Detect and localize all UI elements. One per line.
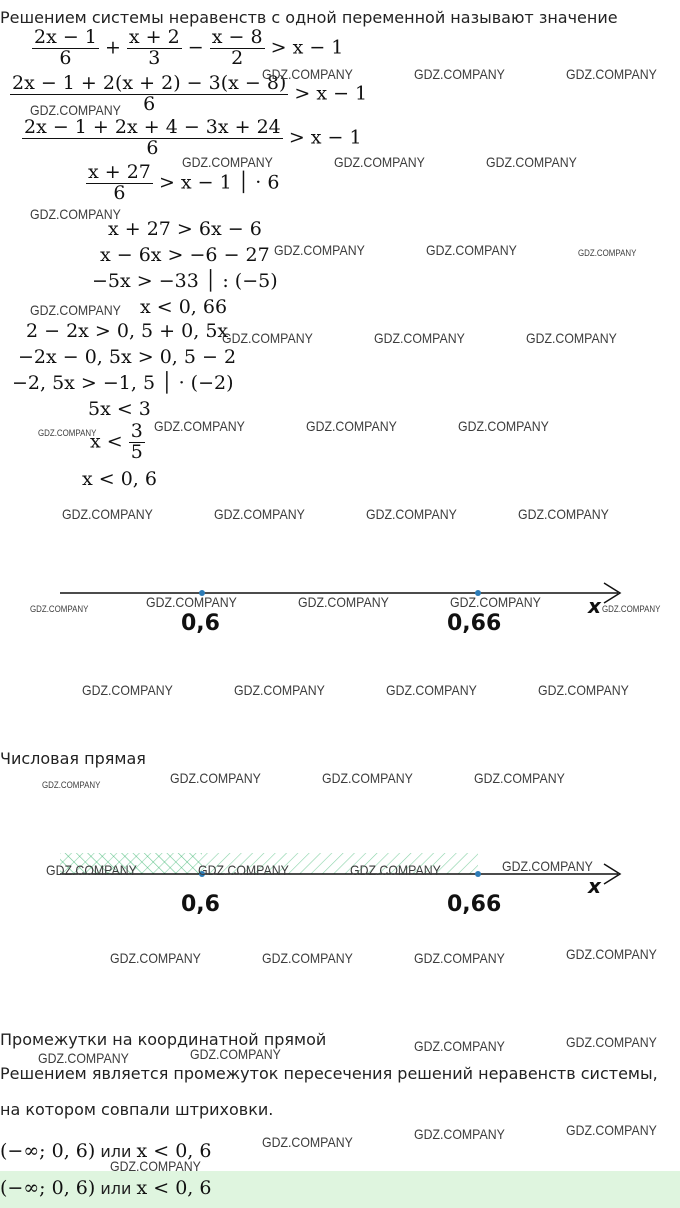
watermark: GDZ.COMPANY: [82, 682, 173, 698]
step-9: 2 − 2x > 0, 5 + 0, 5x: [26, 320, 229, 342]
watermark: GDZ.COMPANY: [566, 1122, 657, 1138]
watermark: GDZ.COMPANY: [602, 604, 661, 614]
watermark: GDZ.COMPANY: [30, 604, 89, 614]
step-12: 5x < 3: [88, 398, 151, 420]
conclusion-line-2: на котором совпали штриховки.: [0, 1100, 274, 1119]
step-1-rhs: > x − 1: [270, 36, 344, 59]
step-4-rhs: > x − 1 │ · 6: [158, 171, 280, 194]
step-4-den: 6: [113, 181, 126, 204]
watermark: GDZ.COMPANY: [110, 1158, 201, 1174]
step-13-den: 5: [130, 440, 143, 463]
number-line-1-label-a: 0,6: [181, 611, 220, 636]
step-3: [22, 118, 362, 159]
watermark: GDZ.COMPANY: [146, 594, 237, 610]
step-7: −5x > −33 │ : (−5): [92, 270, 278, 292]
watermark: GDZ.COMPANY: [198, 862, 289, 878]
step-6: x − 6x > −6 − 27: [100, 244, 270, 266]
watermark: GDZ.COMPANY: [518, 506, 609, 522]
minus-sign: −: [187, 36, 204, 59]
step-2-num: 2x − 1 + 2(x + 2) − 3(x − 8): [12, 72, 287, 94]
step-2-den: 6: [143, 92, 156, 115]
fraction-3-num: x − 8: [211, 26, 263, 48]
watermark: GDZ.COMPANY: [566, 66, 657, 82]
conclusion-line-1: Решением является промежуток пересечения решений неравенств системы,: [0, 1064, 658, 1083]
step-10: −2x − 0, 5x > 0, 5 − 2: [18, 346, 237, 368]
step-8: x < 0, 66: [140, 296, 228, 318]
watermark: GDZ.COMPANY: [350, 862, 441, 878]
answer-line-2: [0, 1177, 211, 1199]
watermark: GDZ.COMPANY: [190, 1046, 281, 1062]
number-line-1-axis-label: x: [588, 594, 601, 618]
fraction-3-den: 2: [231, 46, 244, 69]
watermark: GDZ.COMPANY: [538, 682, 629, 698]
number-line-2-label-a: 0,6: [181, 892, 220, 917]
watermark: GDZ.COMPANY: [234, 682, 325, 698]
watermark: GDZ.COMPANY: [366, 506, 457, 522]
watermark: GDZ.COMPANY: [566, 946, 657, 962]
watermark: GDZ.COMPANY: [30, 302, 121, 318]
intro-text: Решением системы неравенств с одной переменной называют значение: [0, 8, 618, 27]
fraction-1-den: 6: [59, 46, 72, 69]
plus-sign: +: [104, 36, 121, 59]
watermark: GDZ.COMPANY: [426, 242, 517, 258]
fraction-3: [210, 28, 265, 69]
watermark: GDZ.COMPANY: [414, 66, 505, 82]
watermark: GDZ.COMPANY: [42, 780, 101, 790]
step-2-rhs: > x − 1: [294, 82, 368, 105]
watermark: GDZ.COMPANY: [474, 770, 565, 786]
step-3-rhs: > x − 1: [288, 126, 362, 149]
watermark: GDZ.COMPANY: [30, 206, 121, 222]
number-line-2-point-b: [475, 871, 481, 877]
watermark: GDZ.COMPANY: [458, 418, 549, 434]
watermark: GDZ.COMPANY: [182, 154, 273, 170]
watermark: GDZ.COMPANY: [450, 594, 541, 610]
step-13-num: 3: [130, 420, 143, 442]
number-line-2-axis-label: x: [588, 874, 601, 898]
watermark: GDZ.COMPANY: [334, 154, 425, 170]
step-4-num: x + 27: [88, 161, 151, 183]
watermark: GDZ.COMPANY: [154, 418, 245, 434]
watermark: GDZ.COMPANY: [502, 858, 593, 874]
step-5: x + 27 > 6x − 6: [108, 218, 262, 240]
watermark: GDZ.COMPANY: [38, 428, 97, 438]
answer-2-interval: (−∞; 0, 6): [0, 1177, 96, 1199]
step-14: x < 0, 6: [82, 468, 157, 490]
watermark: GDZ.COMPANY: [414, 1038, 505, 1054]
caption-number-line: Числовая прямая: [0, 749, 146, 768]
watermark: GDZ.COMPANY: [578, 248, 637, 258]
watermark: GDZ.COMPANY: [62, 506, 153, 522]
answer-1-interval: (−∞; 0, 6): [0, 1140, 96, 1162]
answer-2-inequality: x < 0, 6: [136, 1177, 212, 1199]
fraction-1: [32, 28, 99, 69]
watermark: GDZ.COMPANY: [566, 1034, 657, 1050]
watermark: GDZ.COMPANY: [526, 330, 617, 346]
watermark: GDZ.COMPANY: [298, 594, 389, 610]
caption-intervals: Промежутки на координатной прямой: [0, 1030, 327, 1049]
answer-1-word: или: [100, 1142, 132, 1161]
fraction-2: [127, 28, 182, 69]
watermark: GDZ.COMPANY: [262, 66, 353, 82]
step-13: [90, 422, 145, 463]
step-3-num: 2x − 1 + 2x + 4 − 3x + 24: [24, 116, 281, 138]
watermark: GDZ.COMPANY: [322, 770, 413, 786]
answer-1-inequality: x < 0, 6: [136, 1140, 212, 1162]
step-3-den: 6: [146, 136, 159, 159]
watermark: GDZ.COMPANY: [38, 1050, 129, 1066]
watermark: GDZ.COMPANY: [46, 862, 137, 878]
watermark: GDZ.COMPANY: [30, 102, 121, 118]
watermark: GDZ.COMPANY: [170, 770, 261, 786]
watermark: GDZ.COMPANY: [414, 950, 505, 966]
watermark: GDZ.COMPANY: [414, 1126, 505, 1142]
fraction-2-den: 3: [148, 46, 161, 69]
watermark: GDZ.COMPANY: [262, 950, 353, 966]
fraction-2-num: x + 2: [128, 26, 180, 48]
watermark: GDZ.COMPANY: [222, 330, 313, 346]
watermark: GDZ.COMPANY: [262, 1134, 353, 1150]
step-11: −2, 5x > −1, 5 │ · (−2): [12, 372, 234, 394]
watermark: GDZ.COMPANY: [486, 154, 577, 170]
answer-2-word: или: [100, 1179, 132, 1198]
number-line-2-label-b: 0,66: [447, 892, 502, 917]
fraction-1-num: 2x − 1: [34, 26, 97, 48]
number-line-1-label-b: 0,66: [447, 611, 502, 636]
step-1: [32, 28, 343, 69]
watermark: GDZ.COMPANY: [110, 950, 201, 966]
step-13-lhs: x <: [90, 430, 123, 453]
watermark: GDZ.COMPANY: [386, 682, 477, 698]
watermark: GDZ.COMPANY: [374, 330, 465, 346]
watermark: GDZ.COMPANY: [274, 242, 365, 258]
watermark: GDZ.COMPANY: [214, 506, 305, 522]
watermark: GDZ.COMPANY: [306, 418, 397, 434]
